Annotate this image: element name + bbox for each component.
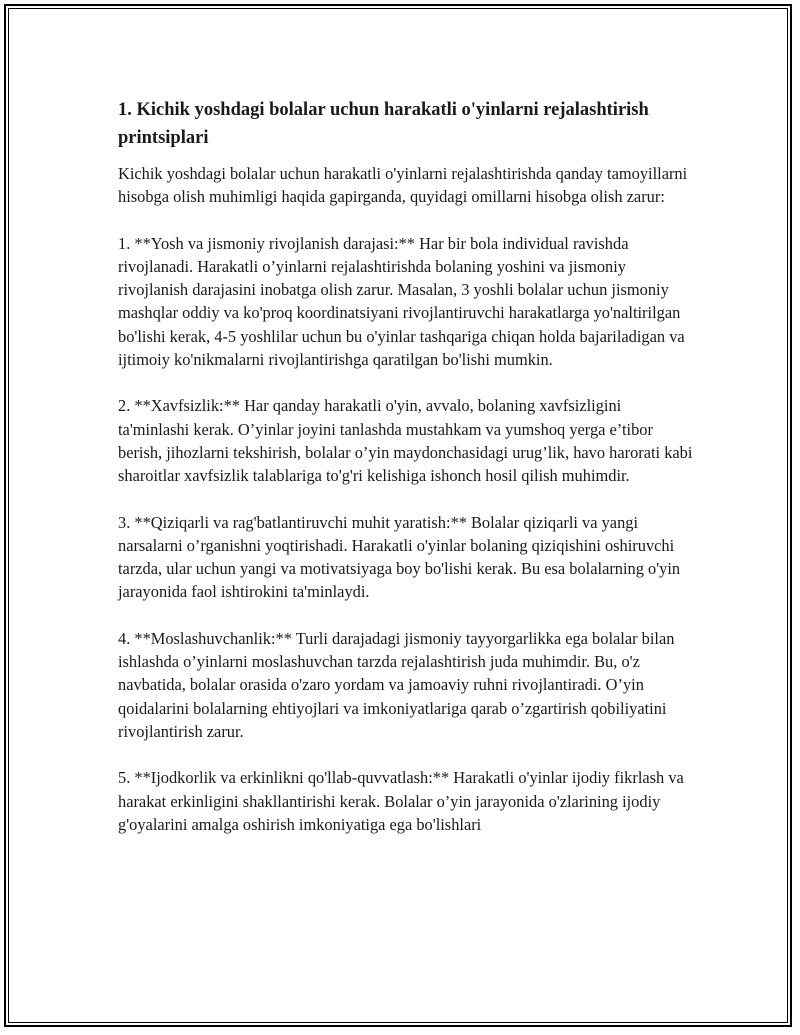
section-title: 1. Kichik yoshdagi bolalar uchun harakatli o'yinlarni rejalashtirish printsiplari (118, 100, 649, 148)
paragraph-engaging-environment: 3. **Qiziqarli va rag'batlantiruvchi muhit yaratish:** Bolalar qiziqarli va yangi narsalarni o’rganishni yoqtirishadi. Harakatli o'yinlar bolaning qiziqishini oshiruvchi tarzda, ular uchun yangi va motivatsiyaga boy bo'lishi kerak. Bu esa bolalarning o'yin jarayonida faol ishtirokini ta'minlaydi. (118, 512, 681, 602)
document-body (118, 96, 696, 859)
paragraph-age-development: 1. **Yosh va jismoniy rivojlanish darajasi:** Har bir bola individual ravishda rivojlanadi. Harakatli o’yinlarni rejalashtirishda bolaning yoshini va jismoniy rivojlanish darajasini inobatga olish zarur. Masalan, 3 yoshli bolalar uchun jismoniy mashqlar oddiy va ko'proq koordinatsiyani rivojlantiruvchi harakatlarga yo'naltirilgan bo'lishi kerak, 4-5 yoshlilar uchun bu o'yinlar tashqariga chiqan holda bajariladigan va ijtimoiy ko'nikmalarni rivojlantirishga qaratilgan bo'lishi mumkin. (118, 233, 685, 370)
paragraph-safety: 2. **Xavfsizlik:** Har qanday harakatli o'yin, avvalo, bolaning xavfsizligini ta'minlashi kerak. O’yinlar joyini tanlashda mustahkam va yumshoq yerga e’tibor berish, jihozlarni tekshirish, bolalar o’yin maydonchasidagi urug’lik, havo harorati kabi sharoitlar xavfsizlik talablariga to'g'ri kelishiga ishonch hosil qilish muhimdir. (118, 396, 693, 486)
paragraph-creativity: 5. **Ijodkorlik va erkinlikni qo'llab-quvvatlash:** Harakatli o'yinlar ijodiy fikrlash va harakat erkinligini shakllantirishi kerak. Bolalar o’yin jarayonida o'zlarining ijodiy g'oyalarini amalga oshirish imkoniyatiga ega bo'lishlari (118, 768, 684, 834)
paragraph-flexibility: 4. **Moslashuvchanlik:** Turli darajadagi jismoniy tayyorgarlikka ega bolalar bilan ishlashda o’yinlarni moslashuvchan tarzda rejalashtirish juda muhimdir. Bu, o'z navbatida, bolalar orasida o'zaro yordam va jamoaviy ruhni rivojlantiradi. O’yin qoidalarini bolalarning ehtiyojlari va imkoniyatlariga qarab o’zgartirish qobiliyatini rivojlantirish zarur. (118, 628, 675, 741)
intro-paragraph: Kichik yoshdagi bolalar uchun harakatli o'yinlarni rejalashtirishda qanday tamoyillarni hisobga olish muhimligi haqida gapirganda, quyidagi omillarni hisobga olish zarur: (118, 164, 688, 207)
